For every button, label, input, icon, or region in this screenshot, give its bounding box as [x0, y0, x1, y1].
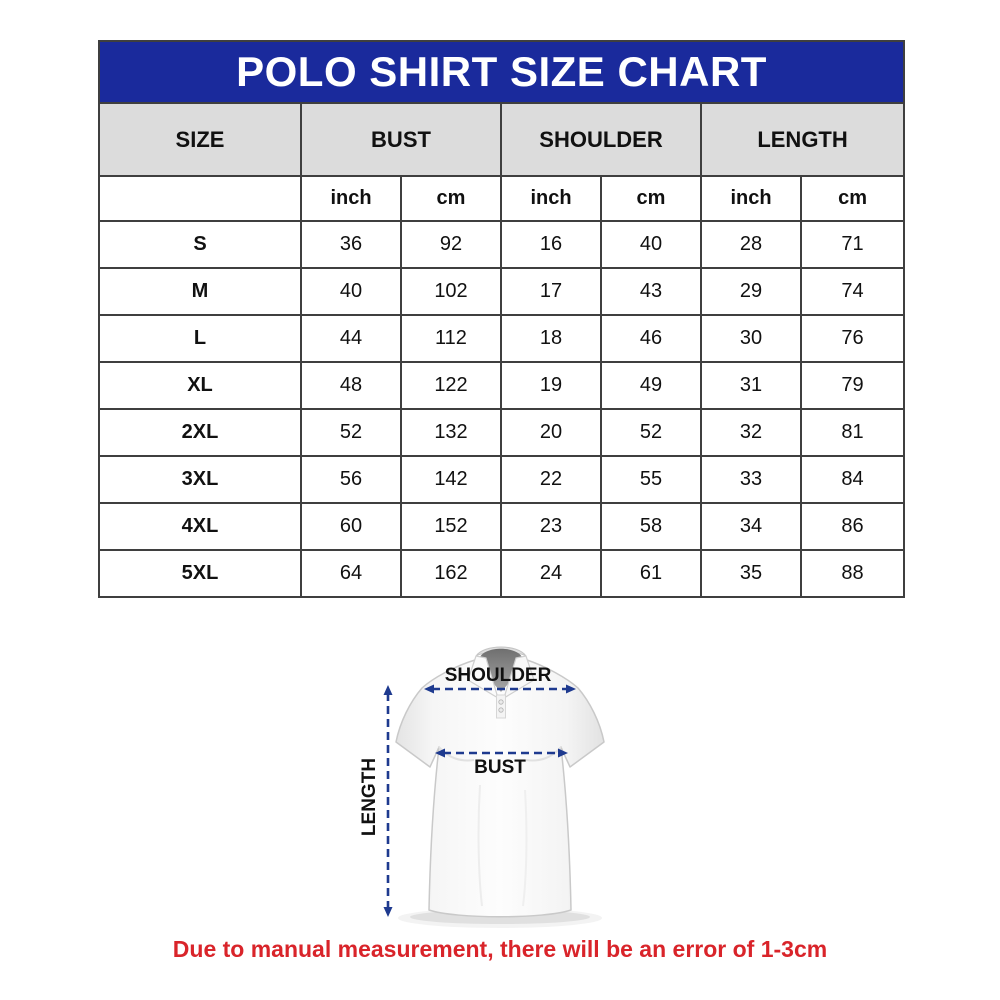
measurement-cell: 35	[701, 550, 801, 597]
table-row	[99, 221, 904, 268]
measurement-cell: 32	[701, 409, 801, 456]
bust-label: BUST	[474, 757, 526, 778]
measurement-cell: 29	[701, 268, 801, 315]
measurement-cell: 102	[401, 268, 501, 315]
unit-header: cm	[601, 176, 701, 221]
column-header-bust: BUST	[301, 103, 501, 176]
measurement-cell: 33	[701, 456, 801, 503]
column-header-size: SIZE	[99, 103, 301, 176]
measurement-cell: 92	[401, 221, 501, 268]
size-label-cell: L	[99, 315, 301, 362]
measurement-cell: 122	[401, 362, 501, 409]
length-label: LENGTH	[359, 757, 380, 837]
measurement-cell: 36	[301, 221, 401, 268]
size-label-cell: 5XL	[99, 550, 301, 597]
measurement-cell: 162	[401, 550, 501, 597]
measurement-cell: 46	[601, 315, 701, 362]
measurement-error-note: Due to manual measurement, there will be an error of 1-3cm	[172, 936, 828, 962]
measurement-cell: 79	[801, 362, 904, 409]
size-label-cell: 2XL	[99, 409, 301, 456]
measurement-cell: 24	[501, 550, 601, 597]
measurement-cell: 152	[401, 503, 501, 550]
unit-header: cm	[801, 176, 904, 221]
size-label-cell: S	[99, 221, 301, 268]
measurement-cell: 52	[601, 409, 701, 456]
measurement-cell: 30	[701, 315, 801, 362]
measurement-cell: 64	[301, 550, 401, 597]
unit-header: inch	[701, 176, 801, 221]
size-label-cell: 3XL	[99, 456, 301, 503]
measurement-cell: 49	[601, 362, 701, 409]
measurement-cell: 20	[501, 409, 601, 456]
measurement-cell: 56	[301, 456, 401, 503]
size-chart-table	[98, 40, 905, 598]
measurement-cell: 86	[801, 503, 904, 550]
measurement-cell: 40	[601, 221, 701, 268]
measurement-cell: 81	[801, 409, 904, 456]
shirt-placket	[497, 695, 506, 718]
size-label-cell: 4XL	[99, 503, 301, 550]
size-label-cell: M	[99, 268, 301, 315]
unit-spacer-cell	[99, 176, 301, 221]
table-title-row	[99, 41, 904, 103]
shirt-button	[499, 700, 503, 704]
table-row	[99, 550, 904, 597]
measurement-cell: 44	[301, 315, 401, 362]
unit-header: inch	[301, 176, 401, 221]
length-measure-arrow	[384, 685, 393, 917]
table-row	[99, 362, 904, 409]
column-header-length: LENGTH	[701, 103, 904, 176]
measurement-cell: 76	[801, 315, 904, 362]
table-row	[99, 503, 904, 550]
measurement-cell: 17	[501, 268, 601, 315]
measurement-cell: 40	[301, 268, 401, 315]
measurement-cell: 55	[601, 456, 701, 503]
page-title: POLO SHIRT SIZE CHART	[99, 41, 904, 103]
measurement-cell: 61	[601, 550, 701, 597]
table-row	[99, 409, 904, 456]
measurement-cell: 71	[801, 221, 904, 268]
polo-shirt-illustration	[330, 640, 690, 940]
measurement-cell: 22	[501, 456, 601, 503]
measurement-cell: 74	[801, 268, 904, 315]
measurement-cell: 43	[601, 268, 701, 315]
table-row	[99, 315, 904, 362]
measurement-cell: 19	[501, 362, 601, 409]
measurement-cell: 132	[401, 409, 501, 456]
measurement-cell: 34	[701, 503, 801, 550]
shoulder-label: SHOULDER	[444, 665, 552, 686]
measurement-cell: 142	[401, 456, 501, 503]
unit-header: cm	[401, 176, 501, 221]
measurement-cell: 16	[501, 221, 601, 268]
measurement-cell: 88	[801, 550, 904, 597]
table-row	[99, 268, 904, 315]
shirt-button	[499, 708, 503, 712]
measurement-cell: 60	[301, 503, 401, 550]
measurement-cell: 52	[301, 409, 401, 456]
measurement-cell: 84	[801, 456, 904, 503]
measurement-cell: 48	[301, 362, 401, 409]
measurement-cell: 31	[701, 362, 801, 409]
measurement-cell: 28	[701, 221, 801, 268]
unit-header-row	[99, 176, 904, 221]
table-row	[99, 456, 904, 503]
measurement-cell: 23	[501, 503, 601, 550]
column-header-shoulder: SHOULDER	[501, 103, 701, 176]
size-label-cell: XL	[99, 362, 301, 409]
size-table-body	[99, 221, 904, 597]
column-header-row	[99, 103, 904, 176]
measurement-cell: 58	[601, 503, 701, 550]
measurement-cell: 112	[401, 315, 501, 362]
polo-shirt-diagram	[330, 640, 690, 940]
measurement-cell: 18	[501, 315, 601, 362]
unit-header: inch	[501, 176, 601, 221]
